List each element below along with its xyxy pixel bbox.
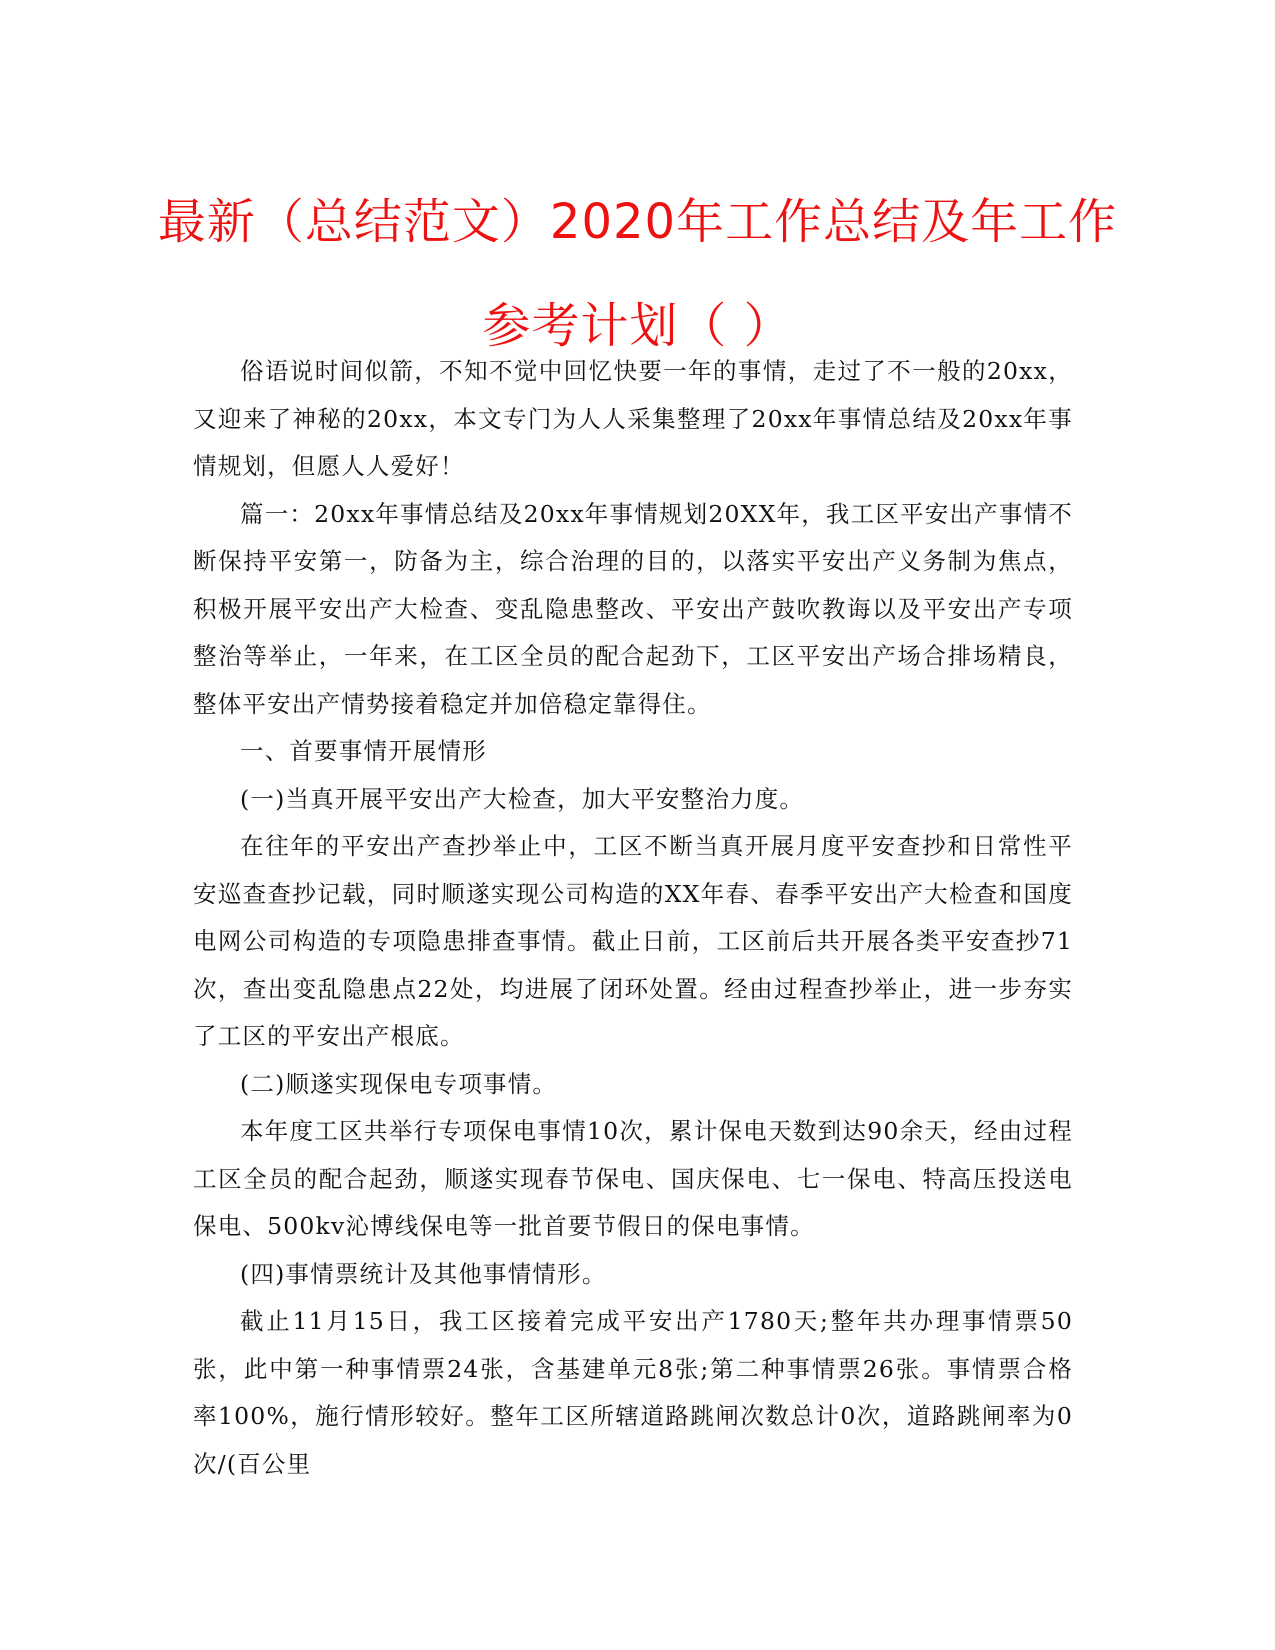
subsection-heading-work-tickets: (四)事情票统计及其他事情情形。: [240, 1259, 607, 1288]
subsection-heading-power-guarantee: (二)顺遂实现保电专项事情。: [240, 1069, 558, 1098]
paragraph-work-tickets: 截止11月15日，我工区接着完成平安出产1780天;整年共办理事情票50张，此中第一种事情票24张，含基建单元8张;第二种事情票26张。事情票合格率100%，施行情形较好。整年工区所辖道路跳闸次数总计0次，道路跳闸率为0次/(百公里: [193, 1307, 1073, 1478]
document-body: [193, 348, 1073, 1488]
subsection-heading-safety-inspection: (一)当真开展平安出产大检查，加大平安整治力度。: [240, 784, 805, 813]
section-heading-main-work: 一、首要事情开展情形: [240, 737, 487, 765]
paragraph-power-guarantee: 本年度工区共举行专项保电事情10次，累计保电天数到达90余天，经由过程工区全员的配合起劲，顺遂实现春节保电、国庆保电、七一保电、特高压投送电保电、500kv沁博线保电等一批首要节假日的保电事情。: [193, 1117, 1073, 1240]
paragraph-safety-inspection: 在往年的平安出产查抄举止中，工区不断当真开展月度平安查抄和日常性平安巡查查抄记载，同时顺遂实现公司构造的XX年春、春季平安出产大检查和国度电网公司构造的专项隐患排查事情。截止日前，工区前后共开展各类平安查抄71次，查出变乱隐患点22处，均进展了闭环处置。经由过程查抄举止，进一步夯实了工区的平安出产根底。: [193, 832, 1073, 1050]
document-title: 最新（总结范文）2020年工作总结及年工作参考计划（ ）: [157, 194, 1118, 354]
paragraph-intro: 俗语说时间似箭，不知不觉中回忆快要一年的事情，走过了不一般的20xx，又迎来了神秘的20xx，本文专门为人人采集整理了20xx年事情总结及20xx年事情规划，但愿人人爱好！: [193, 357, 1073, 480]
paragraph-part-one: 篇一：20xx年事情总结及20xx年事情规划20XX年，我工区平安出产事情不断保持平安第一，防备为主，综合治理的目的，以落实平安出产义务制为焦点，积极开展平安出产大检查、变乱隐患整改、平安出产鼓吹教诲以及平安出产专项整治等举止，一年来，在工区全员的配合起劲下，工区平安出产场合排场精良，整体平安出产情势接着稳定并加倍稳定靠得住。: [193, 499, 1073, 718]
